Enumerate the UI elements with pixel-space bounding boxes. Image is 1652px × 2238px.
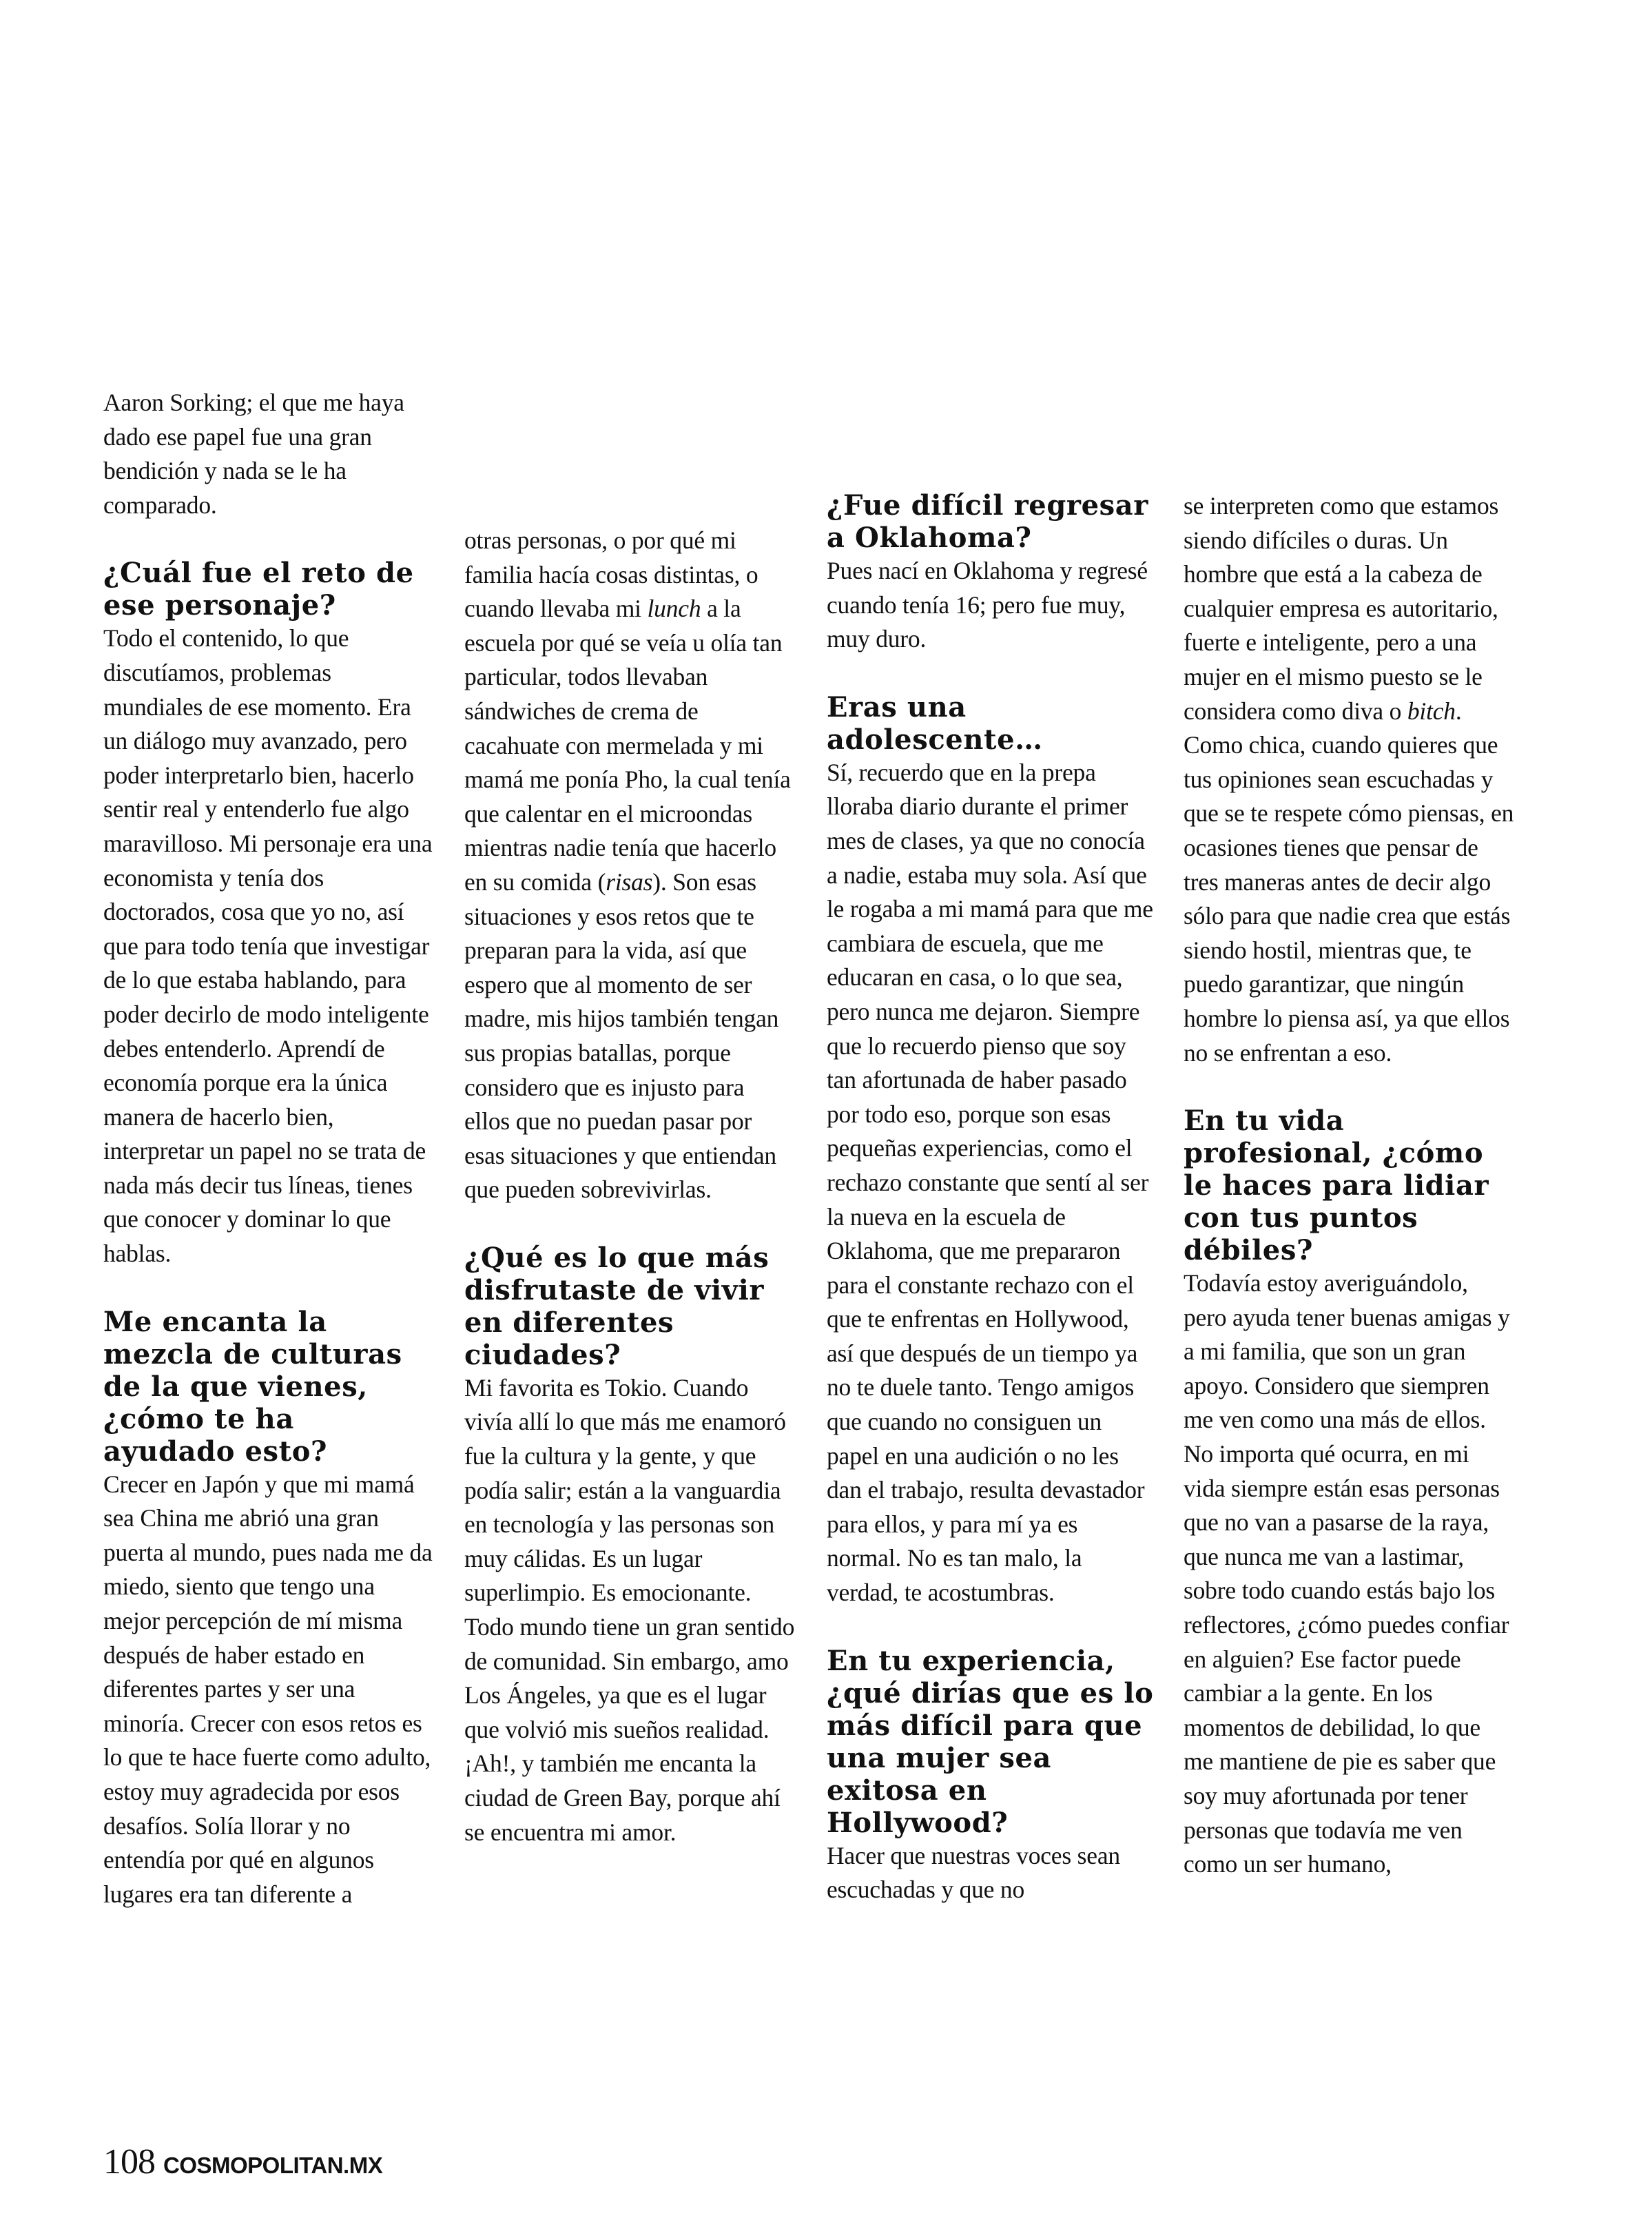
article-column-1: [103, 386, 434, 1911]
body-paragraph: otras personas, o por qué mi familia hacía cosas distintas, o cuando llevaba mi lunch a la escuela por qué se veía u olía tan particular, todos llevaban sándwiches de crema de cacahuate con mermelada y mi mamá me ponía Pho, la cual tenía que calentar en el microondas mientras nadie tenía que hacerlo en su comida (risas). Son esas situaciones y esos retos que te preparan para la vida, así que espero que al momento de ser madre, mis hijos también tengan sus propias batallas, porque considero que es injusto para ellos que no puedan pasar por esas situaciones y que entiendan que pueden sobrevivirlas.: [464, 526, 791, 1204]
body-paragraph: Sí, recuerdo que en la prepa lloraba diario durante el primer mes de clases, ya que no conocía a nadie, estaba muy sola. Así que le rogaba a mi mamá para que me cambiara de escuela, que me educaran en casa, o lo que sea, pero nunca me dejaron. Siempre que lo recuerdo pienso que soy tan afortunada de haber pasado por todo eso, porque son esas pequeñas experiencias, como el rechazo constante que sentí al ser la nueva en la escuela de Oklahoma, que me prepararon para el constante rechazo con el que te enfrentas en Hollywood, así que después de un tiempo ya no te duele tanto. Tengo amigos que cuando no consiguen un papel en una audición o no les dan el trabajo, resulta devastador para ellos, y para mí ya es normal. No es tan malo, la verdad, te acostumbras.: [827, 758, 1153, 1607]
body-paragraph: Pues nací en Oklahoma y regresé cuando tenía 16; pero fue muy, muy duro.: [827, 557, 1148, 653]
article-column-4: [1184, 489, 1514, 1882]
page-footer: [103, 2142, 382, 2182]
question-heading: ¿Cuál fue el reto de ese personaje?: [103, 557, 414, 622]
article-column-2: [464, 524, 795, 1849]
body-paragraph: Todo el contenido, lo que discutíamos, problemas mundiales de ese momento. Era un diálogo muy avanzado, pero poder interpretarlo bien, hacerlo sentir real y entenderlo fue algo maravilloso. Mi personaje era una economista y tenía dos doctorados, cosa que yo no, así que para todo tenía que investigar de lo que estaba hablando, para poder decirlo de modo inteligente debes entenderlo. Aprendí de economía porque era la única manera de hacerlo bien, interpretar un papel no se trata de nada más decir tus líneas, tienes que conocer y dominar lo que hablas.: [103, 624, 433, 1268]
body-paragraph: Aaron Sorking; el que me haya dado ese papel fue una gran bendición y nada se le ha comparado.: [103, 389, 404, 519]
question-heading: Eras una adolescente…: [827, 690, 1043, 756]
question-heading: ¿Fue difícil regresar a Oklahoma?: [827, 489, 1148, 554]
body-paragraph: se interpreten como que estamos siendo difíciles o duras. Un hombre que está a la cabeza de cualquier empresa es autoritario, fuerte e inteligente, pero a una mujer en el mismo puesto se le considera como diva o bitch. Como chica, cuando quieres que tus opiniones sean escuchadas y que se te respete cómo piensas, en ocasiones tienes que pensar de tres maneras antes de decir algo sólo para que nadie crea que estás siendo hostil, mientras que, te puedo garantizar, que ningún hombre lo piensa así, ya que ellos no se enfrentan a eso.: [1184, 492, 1514, 1067]
question-heading: En tu experiencia, ¿qué dirías que es lo más difícil para que una mujer sea exitosa en Hollywood?: [827, 1644, 1154, 1839]
body-paragraph: Mi favorita es Tokio. Cuando vivía allí lo que más me enamoró fue la cultura y la gente, y que podía salir; están a la vanguardia en tecnología y las personas son muy cálidas. Es un lugar superlimpio. Es emocionante. Todo mundo tiene un gran sentido de comunidad. Sin embargo, amo Los Ángeles, ya que es el lugar que volvió mis sueños realidad. ¡Ah!, y también me encanta la ciudad de Green Bay, porque ahí se encuentra mi amor.: [464, 1373, 795, 1846]
question-heading: En tu vida profesional, ¿cómo le haces para lidiar con tus puntos débiles?: [1184, 1105, 1489, 1267]
page-number: 108: [103, 2142, 155, 2181]
question-heading: ¿Qué es lo que más disfrutaste de vivir en diferentes ciudades?: [464, 1241, 770, 1371]
question-heading: Me encanta la mezcla de culturas de la que vienes, ¿cómo te ha ayudado esto?: [103, 1305, 402, 1468]
body-paragraph: Todavía estoy averiguándolo, pero ayuda tener buenas amigas y a mi familia, que son un gran apoyo. Considero que siempren me ven como una más de ellos. No importa qué ocurra, en mi vida siempre están esas personas que no van a pasarse de la raya, que nunca me van a lastimar, sobre todo cuando estás bajo los reflectores, ¿cómo puedes confiar en alguien? Ese factor puede cambiar a la gente. En los momentos de debilidad, lo que me mantiene de pie es saber que soy muy afortunada por tener personas que todavía me ven como un ser humano,: [1184, 1269, 1510, 1878]
article-column-3: [827, 489, 1157, 1907]
magazine-brand: COSMOPOLITAN.MX: [163, 2153, 383, 2178]
body-paragraph: Crecer en Japón y que mi mamá sea China me abrió una gran puerta al mundo, pues nada me da miedo, siento que tengo una mejor percepción de mí misma después de haber estado en diferentes partes y ser una minoría. Crecer con esos retos es lo que te hace fuerte como adulto, estoy muy agradecida por esos desafíos. Solía llorar y no entendía por qué en algunos lugares era tan diferente a: [103, 1470, 433, 1908]
body-paragraph: Hacer que nuestras voces sean escuchadas y que no: [827, 1841, 1120, 1904]
